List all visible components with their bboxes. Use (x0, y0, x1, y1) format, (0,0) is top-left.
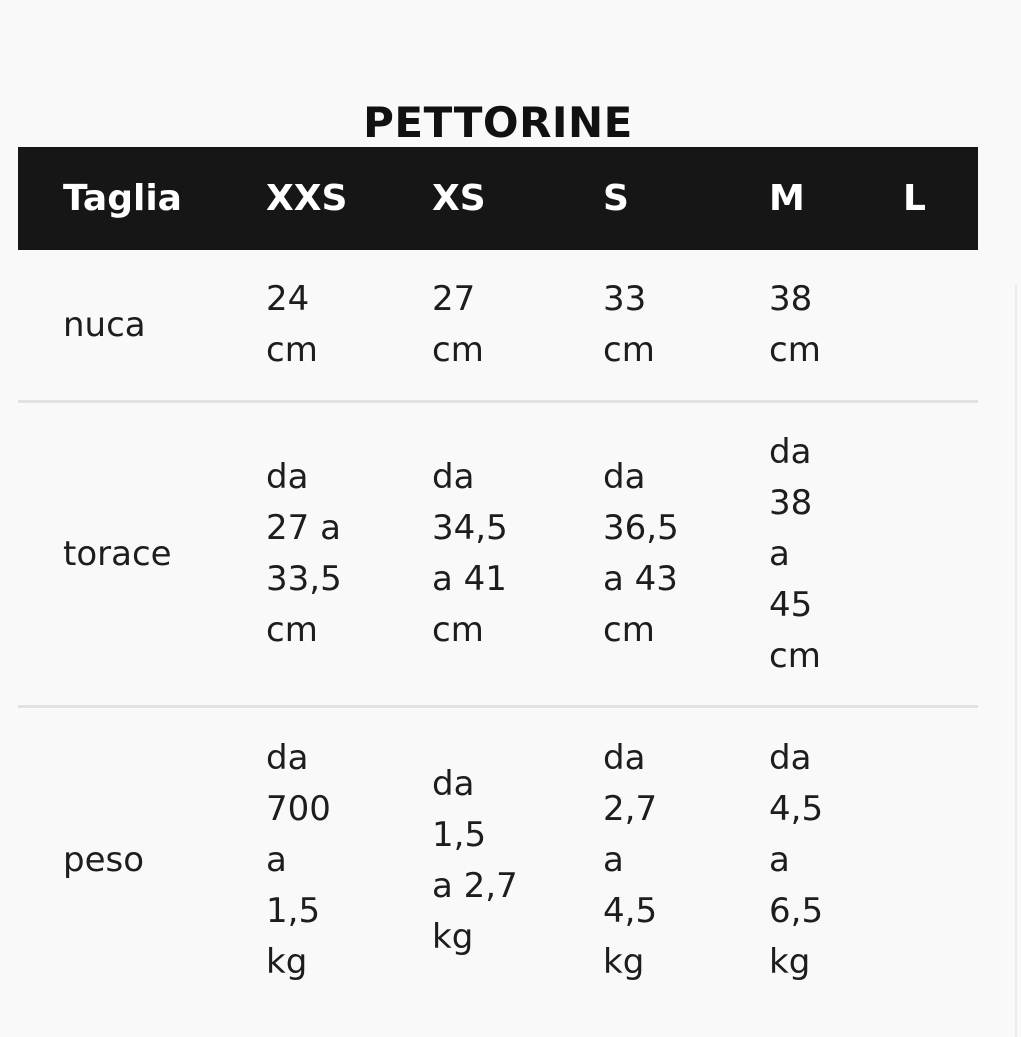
cell-torace-xxs: da 27 a 33,5 cm (266, 402, 432, 707)
row-label-peso: peso (18, 707, 266, 1014)
header-size-s: S (603, 147, 769, 250)
row-label-nuca: nuca (63, 304, 146, 345)
cell-nuca-m: 38 cm (769, 279, 821, 370)
table-row-torace (18, 402, 978, 707)
cell-torace-m: da 38 a 45 cm (769, 402, 903, 707)
cell-torace-l (903, 402, 978, 707)
header-taglia: Taglia (18, 147, 266, 250)
cell-nuca-xs: 27 cm (432, 279, 484, 370)
cell-peso-xxs: da 700 a 1,5 kg (266, 707, 432, 1014)
cell-torace-s: da 36,5 a 43 cm (603, 402, 769, 707)
cell-torace-xs: da 34,5 a 41 cm (432, 402, 603, 707)
header-row (18, 147, 978, 250)
header-size-xxs: XXS (266, 147, 432, 250)
cell-peso-m: da 4,5 a 6,5 kg (769, 707, 903, 1014)
table-row-nuca (18, 250, 978, 402)
header-size-l: L (903, 147, 978, 250)
cell-peso-l (903, 707, 978, 1014)
table-header (18, 147, 978, 250)
header-size-m: M (769, 147, 903, 250)
table-body (18, 250, 978, 1013)
cell-nuca-s: 33 cm (603, 279, 655, 370)
page-edge-divider (1015, 285, 1017, 1037)
cell-nuca-l (903, 250, 978, 402)
cell-peso-s: da 2,7 a 4,5 kg (603, 707, 769, 1014)
header-size-xs: XS (432, 147, 603, 250)
cell-peso-xs: da 1,5 a 2,7 kg (432, 707, 603, 1014)
table-row-peso (18, 707, 978, 1014)
size-table (18, 147, 978, 1013)
cell-nuca-xxs: 24 cm (266, 279, 318, 370)
page-title: PETTORINE (363, 98, 633, 148)
row-label-torace: torace (18, 402, 266, 707)
